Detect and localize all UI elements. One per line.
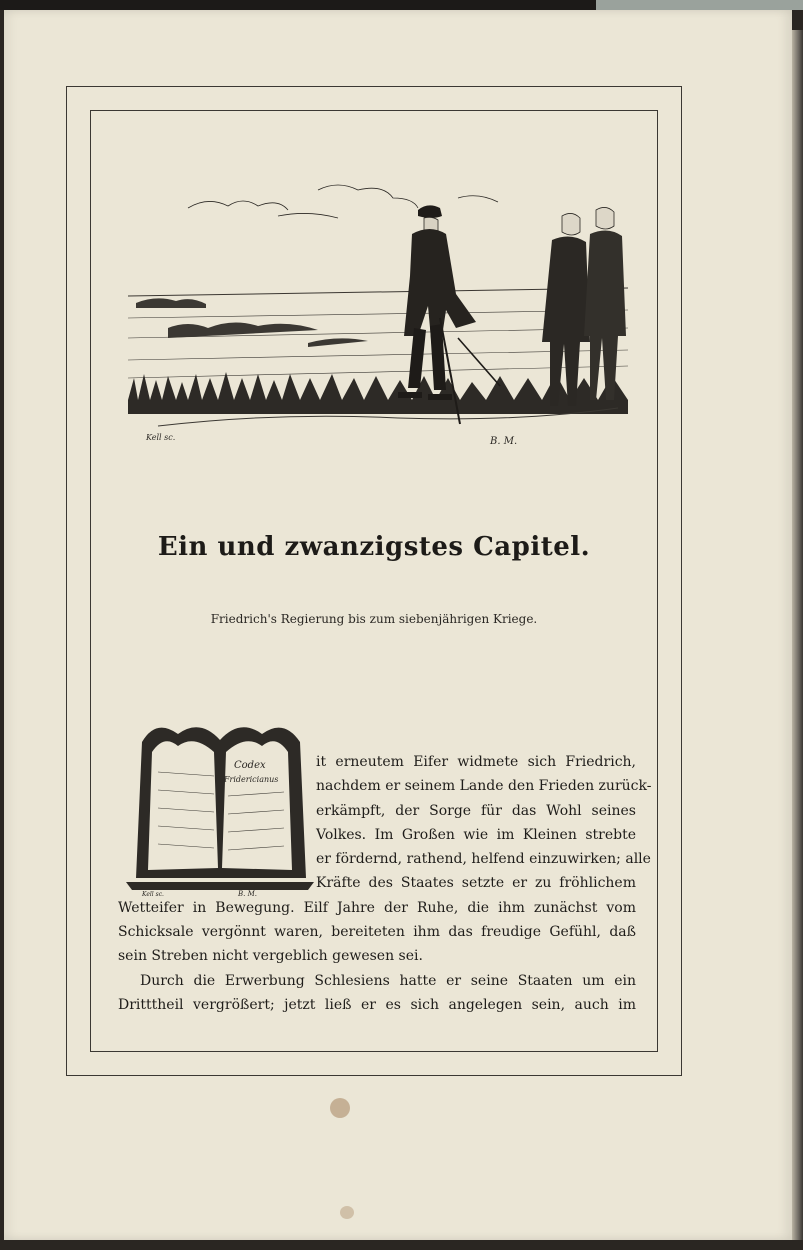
chapter-title: Ein und zwanzigstes Capitel.: [157, 532, 591, 562]
text-line: it erneutem Eifer widmete sich Friedrich,: [316, 754, 636, 770]
chapter-subtitle: Friedrich's Regierung bis zum siebenjährigen Kriege.: [210, 612, 538, 626]
text-line: sein Streben nicht vergeblich gewesen sei.: [118, 948, 423, 965]
engraver-signature: Kell sc.: [142, 891, 164, 898]
text-line: Durch die Erwerbung Schlesiens hatte er seine Staaten um ein: [140, 972, 636, 989]
text-line: Volkes. Im Großen wie im Kleinen strebte: [316, 826, 636, 843]
bookmark-tab: [596, 0, 803, 10]
artist-signature: B. M.: [490, 436, 518, 447]
text-line: erkämpft, der Sorge für das Wohl seines: [316, 802, 636, 819]
page-edge: [792, 30, 803, 1240]
text-line: er fördernd, rathend, helfend einzuwirken; alle: [316, 851, 651, 868]
text-line: Schicksale vergönnt waren, bereiteten ihm das freudige Gefühl, daß: [118, 924, 636, 941]
officers-figures: [542, 207, 626, 406]
top-edge: [0, 0, 803, 10]
text-line: nachdem er seinem Lande den Frieden zurück-: [316, 778, 652, 795]
text-line: Wetteifer in Bewegung. Eilf Jahre der Ruhe, die ihm zunächst vom: [118, 899, 636, 916]
frederick-field-illustration: [128, 178, 628, 450]
chapter-body-text: [118, 750, 652, 1017]
foxing-stain: [330, 1098, 350, 1118]
text-line: Kräfte des Staates setzte er zu fröhlichem: [316, 875, 636, 892]
book-title: Codex: [234, 760, 266, 771]
book-title: Fridericianus: [224, 775, 279, 784]
text-line: Dritttheil vergrößert; jetzt ließ er es sich angelegen sein, auch im: [118, 996, 636, 1013]
engraver-signature: Kell sc.: [146, 433, 176, 442]
foxing-stain: [340, 1206, 354, 1219]
artist-signature: B. M.: [238, 890, 257, 898]
